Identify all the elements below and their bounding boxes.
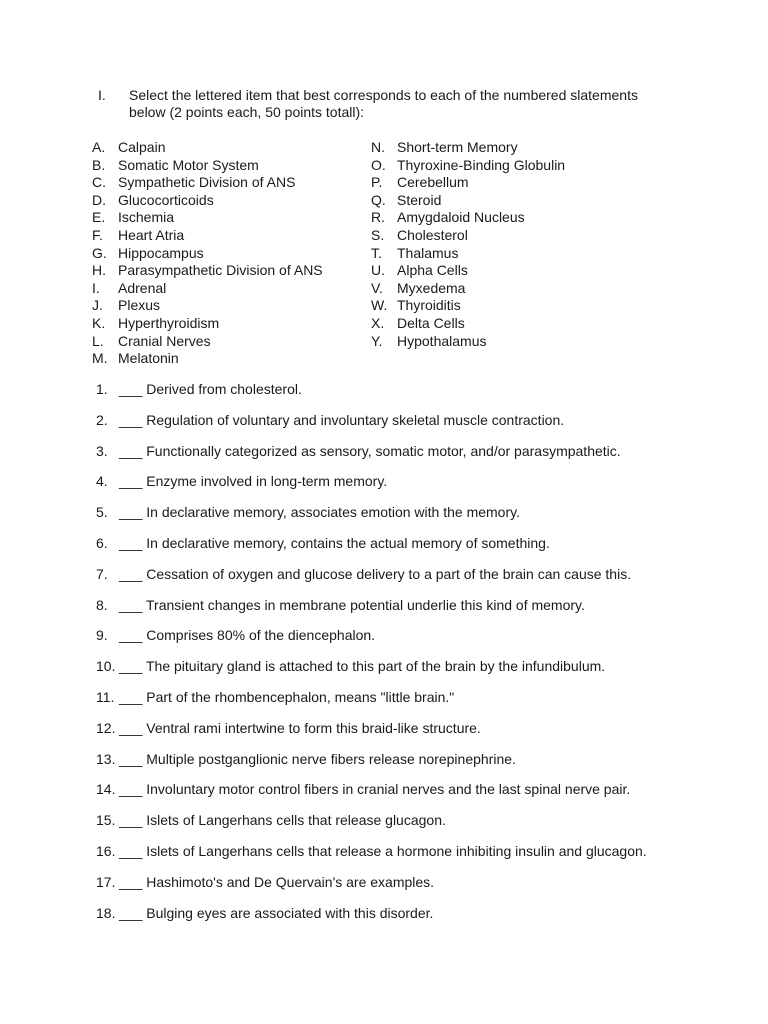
option-letter: G. <box>92 244 107 261</box>
option-text: Hippocampus <box>118 244 204 261</box>
question-number: 9. <box>96 627 108 644</box>
question-number: 17. <box>96 873 116 890</box>
option-letter: X. <box>371 314 385 331</box>
option-item <box>92 139 323 157</box>
question-text: ___ Regulation of voluntary and involuntary skeletal muscle contraction. <box>119 411 565 428</box>
option-item <box>371 280 565 298</box>
option-item <box>92 315 323 333</box>
question-text: ___ Involuntary motor control fibers in cranial nerves and the last spinal nerve pair. <box>119 781 631 798</box>
question-text: ___ Hashimoto's and De Quervain's are examples. <box>119 873 435 890</box>
option-item <box>371 297 565 315</box>
option-letter: W. <box>371 297 388 314</box>
option-text: Alpha Cells <box>397 262 468 279</box>
question-number: 2. <box>96 411 108 428</box>
question-number: 8. <box>96 596 108 613</box>
option-letter: S. <box>371 226 385 243</box>
question-number: 4. <box>96 473 108 490</box>
option-text: Thyroxine-Binding Globulin <box>397 156 566 173</box>
question-number: 11. <box>96 688 115 705</box>
question-text: ___ Bulging eyes are associated with this disorder. <box>119 904 434 921</box>
option-item <box>92 174 323 192</box>
question-item <box>96 472 736 503</box>
question-text: ___ Comprises 80% of the diencephalon. <box>119 627 376 644</box>
question-number: 7. <box>96 565 108 582</box>
options-list-right <box>371 139 565 350</box>
option-letter: D. <box>92 191 106 208</box>
option-item <box>371 192 565 210</box>
option-letter: R. <box>371 209 385 226</box>
option-letter: Q. <box>371 191 386 208</box>
option-text: Calpain <box>118 139 166 155</box>
option-letter: N. <box>371 139 385 155</box>
question-number: 13. <box>96 750 116 767</box>
option-item <box>371 227 565 245</box>
option-letter: P. <box>371 174 383 191</box>
option-text: Glucocorticoids <box>118 191 214 208</box>
option-letter: J. <box>92 297 103 314</box>
question-item <box>96 873 736 904</box>
option-text: Hyperthyroidism <box>118 314 220 331</box>
question-text: ___ Transient changes in membrane potential underlie this kind of memory. <box>119 596 585 613</box>
option-text: Steroid <box>397 191 442 208</box>
question-item <box>96 534 736 565</box>
option-letter: Y. <box>371 332 383 349</box>
question-number: 10. <box>96 658 116 675</box>
option-item <box>92 245 323 263</box>
question-item <box>96 780 736 811</box>
option-item <box>92 350 323 368</box>
option-item <box>371 139 565 157</box>
option-text: Short-term Memory <box>397 139 518 155</box>
question-item <box>96 596 736 627</box>
option-letter: M. <box>92 350 108 367</box>
option-letter: A. <box>92 139 106 155</box>
option-text: Myxedema <box>397 279 466 296</box>
option-text: Parasympathetic Division of ANS <box>118 262 323 279</box>
option-text: Plexus <box>118 297 161 314</box>
option-letter: H. <box>92 262 106 279</box>
question-text: ___ In declarative memory, contains the actual memory of something. <box>119 534 550 551</box>
question-text: ___ Islets of Langerhans cells that release a hormone inhibiting insulin and glucagon. <box>119 842 647 859</box>
option-item <box>371 209 565 227</box>
option-letter: T. <box>371 244 382 261</box>
option-item <box>371 174 565 192</box>
option-text: Melatonin <box>118 350 179 367</box>
option-text: Hypothalamus <box>397 332 487 349</box>
option-letter: C. <box>92 174 106 191</box>
options-list-left <box>92 139 323 368</box>
option-item <box>371 245 565 263</box>
option-text: Cholesterol <box>397 226 468 243</box>
question-item <box>96 565 736 596</box>
question-item <box>96 626 736 657</box>
option-item <box>371 157 565 175</box>
question-text: ___ Cessation of oxygen and glucose delivery to a part of the brain can cause this. <box>119 565 632 582</box>
question-item <box>96 380 736 411</box>
question-number: 15. <box>96 812 116 829</box>
question-text: ___ Islets of Langerhans cells that release glucagon. <box>119 812 446 829</box>
option-text: Thalamus <box>397 244 459 261</box>
option-letter: E. <box>92 209 106 226</box>
question-text: ___ Ventral rami intertwine to form this braid-like structure. <box>119 719 481 736</box>
option-item <box>92 333 323 351</box>
question-item <box>96 842 736 873</box>
option-letter: L. <box>92 332 104 349</box>
question-text: ___ The pituitary gland is attached to this part of the brain by the infundibulum. <box>119 658 606 675</box>
question-number: 3. <box>96 442 108 459</box>
question-number: 1. <box>96 381 108 397</box>
option-text: Cerebellum <box>397 174 469 191</box>
option-item <box>371 315 565 333</box>
question-item <box>96 688 736 719</box>
question-text: ___ Multiple postganglionic nerve fibers release norepinephrine. <box>119 750 516 767</box>
option-text: Amygdaloid Nucleus <box>397 209 525 226</box>
question-number: 14. <box>96 781 116 798</box>
question-number: 18. <box>96 904 116 921</box>
option-text: Thyroiditis <box>397 297 461 314</box>
option-letter: I. <box>92 279 100 296</box>
option-text: Heart Atria <box>118 226 185 243</box>
option-letter: K. <box>92 314 106 331</box>
option-item <box>92 227 323 245</box>
question-item <box>96 904 736 935</box>
option-letter: V. <box>371 279 383 296</box>
question-text: ___ Part of the rhombencephalon, means "little brain." <box>119 688 455 705</box>
question-item <box>96 657 736 688</box>
question-item <box>96 411 736 442</box>
question-text: ___ Derived from cholesterol. <box>119 381 302 397</box>
question-item <box>96 811 736 842</box>
option-item <box>92 192 323 210</box>
question-text: ___ Enzyme involved in long-term memory. <box>119 473 388 490</box>
question-number: 6. <box>96 534 108 551</box>
option-item <box>92 280 323 298</box>
instructions-text: Select the lettered item that best corresponds to each of the numbered slatements below (2 points each, 50 points totall): <box>129 87 638 120</box>
option-letter: U. <box>371 262 385 279</box>
option-item <box>92 297 323 315</box>
question-number: 5. <box>96 504 108 521</box>
option-text: Cranial Nerves <box>118 332 211 349</box>
section-number: I. <box>98 87 106 103</box>
question-item <box>96 503 736 534</box>
option-text: Somatic Motor System <box>118 156 259 173</box>
question-item <box>96 750 736 781</box>
option-item <box>92 209 323 227</box>
question-text: ___ In declarative memory, associates emotion with the memory. <box>119 504 520 521</box>
option-text: Delta Cells <box>397 314 465 331</box>
option-text: Sympathetic Division of ANS <box>118 174 296 191</box>
option-text: Adrenal <box>118 279 167 296</box>
option-letter: B. <box>92 156 106 173</box>
option-item <box>371 262 565 280</box>
option-item <box>92 262 323 280</box>
question-number: 12. <box>96 719 116 736</box>
option-item <box>371 333 565 351</box>
option-letter: F. <box>92 226 103 243</box>
question-text: ___ Functionally categorized as sensory, somatic motor, and/or parasympathetic. <box>119 442 621 459</box>
option-item <box>92 157 323 175</box>
question-item <box>96 442 736 473</box>
question-number: 16. <box>96 842 116 859</box>
question-item <box>96 719 736 750</box>
questions-list <box>96 380 736 934</box>
option-letter: O. <box>371 156 386 173</box>
option-text: Ischemia <box>118 209 175 226</box>
